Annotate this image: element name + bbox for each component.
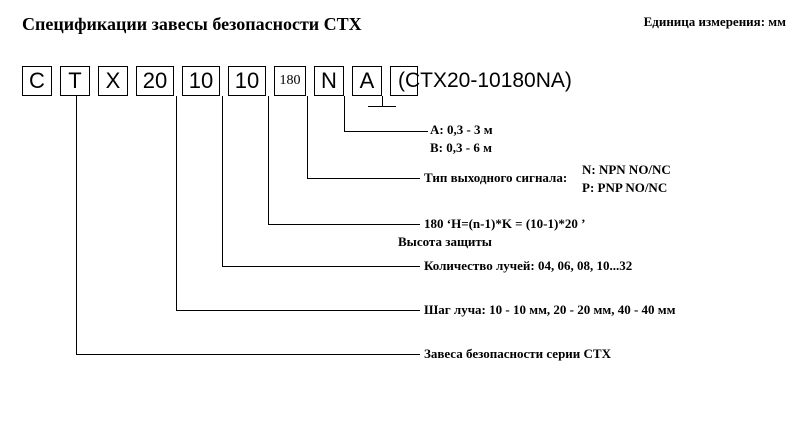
callout-output-pnp: P: PNP NO/NC [582,180,668,195]
callout-height-label: Высота защиты [398,234,492,249]
code-cell-5: 10 [182,66,220,96]
leader-line-series-horizontal [76,354,420,355]
callout-detection-a: A: 0,3 - 3 м [430,122,493,137]
leader-line-blank-cell [382,96,383,106]
leader-line-height-vertical [268,96,269,224]
code-cell-1: C [22,66,52,96]
leader-line-series-vertical [76,96,77,354]
code-cell-6: 10 [228,66,266,96]
leader-line-pitch-vertical [176,96,177,310]
leader-line-output-vertical [307,96,308,178]
unit-note: Единица измерения: мм [643,14,786,29]
callout-output-npn: N: NPN NO/NC [582,162,671,177]
leader-line-height-horizontal [268,224,420,225]
full-model-code: (CTX20-10180NA) [398,69,572,92]
code-cell-9: A [352,66,382,96]
callout-detection-b: B: 0,3 - 6 м [430,140,492,155]
leader-line-pitch-horizontal [176,310,420,311]
callout-series: Завеса безопасности серии CTX [424,346,611,361]
code-cell-2: T [60,66,90,96]
callout-beam-pitch: Шаг луча: 10 - 10 мм, 20 - 20 мм, 40 - 40 мм [424,302,676,317]
leader-line-beams-horizontal [222,266,420,267]
callout-output-label: Тип выходного сигнала: [424,170,568,185]
leader-line-detection-horizontal [344,131,428,132]
code-cell-7: 180 [274,66,306,96]
leader-line-beams-vertical [222,96,223,266]
callout-height-formula: 180 ʻH=(n-1)*K = (10-1)*20 ʼ [424,216,586,231]
leader-line-detection-vertical [344,96,345,131]
leader-line-output-horizontal [307,178,420,179]
callout-beam-count: Количество лучей: 04, 06, 08, 10...32 [424,258,633,273]
code-cell-4: 20 [136,66,174,96]
code-cell-8: N [314,66,344,96]
page-title: Спецификации завесы безопасности CTX [22,14,362,34]
leader-line-blank-cell-base [368,106,396,107]
code-cell-3: X [98,66,128,96]
